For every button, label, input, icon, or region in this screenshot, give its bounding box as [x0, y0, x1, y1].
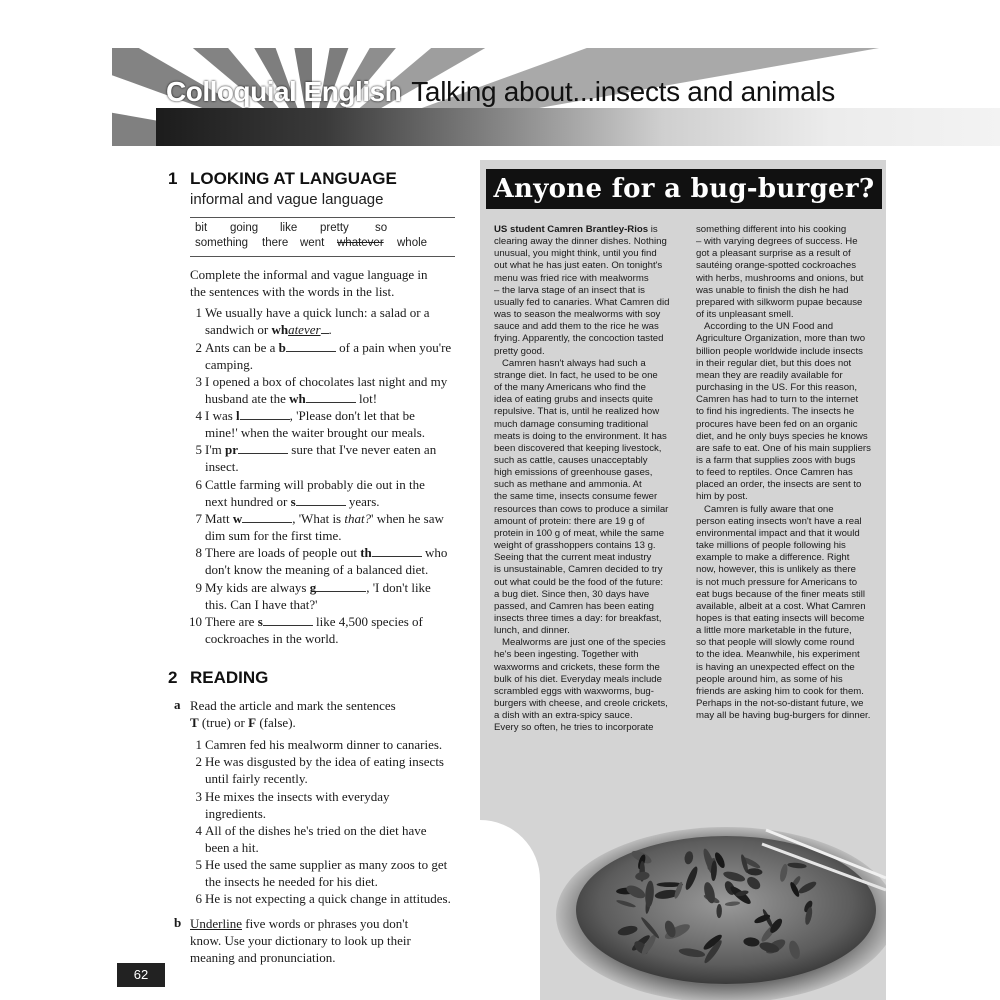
answer-blank[interactable] [240, 408, 290, 420]
section-1-heading [168, 169, 397, 189]
reading-item-3 [195, 788, 390, 822]
insect-plate-photo [536, 800, 886, 1000]
answer-blank[interactable] [316, 580, 366, 592]
article-line: something different into his cooking [696, 224, 847, 235]
item-number: 6 [195, 477, 202, 492]
item-number: 7 [195, 511, 202, 526]
article-line: – the larva stage of an insect that is [494, 284, 645, 296]
item-text: like 4,500 species of [312, 614, 423, 629]
instruction-line: the sentences with the words in the list. [190, 284, 395, 299]
item-text: My kids are always [205, 580, 310, 595]
article-line: Camren is fully aware that one [704, 503, 834, 515]
article-line: amount of protein: there are 19 g of [494, 515, 645, 527]
item-text: , 'What is [292, 511, 345, 526]
item-text: I opened a box of chocolates last night and my [205, 374, 448, 389]
article-line: example to make a difference. Right [696, 552, 850, 564]
article-line: Agriculture Organization, more than two [696, 333, 866, 345]
article-line: to feed to reptiles. Once Camren has [696, 467, 853, 479]
word: went [300, 237, 325, 249]
article-line: got a pleasant surprise as a result of [696, 248, 851, 260]
hint-letters: s [290, 494, 296, 509]
item-text: All of the dishes he's tried on the diet have [205, 823, 427, 838]
article-line: mean they are readily available for [696, 369, 843, 381]
item-text: , 'Please don't let that be [289, 408, 415, 423]
section-1-title: LOOKING AT LANGUAGE [190, 169, 397, 188]
exercise-item-9 [195, 579, 431, 613]
item-text: cockroaches in the world. [205, 631, 339, 646]
exercise-item-10 [189, 613, 423, 647]
article-line: the same time, insects consume fewer [494, 491, 658, 503]
exercise-item-4 [195, 407, 426, 441]
article-line: environmental impact and that it would [696, 527, 860, 539]
instruction-line: meaning and pronunciation. [190, 950, 336, 965]
section-1-number: 1 [168, 169, 178, 188]
article-line: waxworms and crickets, these form the [494, 661, 660, 673]
article-line: repulsive. That is, until he realized how [494, 406, 660, 418]
article-line: is a farm that supplies zoos with bugs [696, 454, 856, 466]
item-text: ' when he saw [371, 511, 444, 526]
item-number: 3 [195, 789, 202, 804]
exercise-item-8 [195, 544, 448, 578]
article-line: resources than cows to produce a similar [494, 503, 669, 515]
article-line: out what could be the food of the future: [494, 576, 664, 588]
article-line: may all be having bug-burgers for dinner. [696, 710, 871, 722]
article-line: protein in 100 g of meat, while the same [494, 527, 665, 539]
exercise-item-2 [195, 339, 452, 373]
item-number: 1 [195, 305, 202, 320]
item-number: 5 [195, 857, 202, 872]
title-sub: Talking about...insects and animals [411, 76, 835, 107]
answer-blank[interactable] [306, 391, 356, 403]
article-line: purchasing in the US. For this reason, [696, 382, 858, 394]
item-text: insect. [205, 459, 239, 474]
article-line: friends are asking him to cook for them. [696, 685, 864, 697]
part-b-instructions [190, 915, 411, 966]
underlined-word: Underline [190, 916, 242, 931]
item-text: , 'I don't like [366, 580, 431, 595]
article-line: is unsustainable, Camren decided to try [494, 564, 663, 576]
article-line: such as cattle, causes unacceptably [494, 454, 648, 466]
answer-blank[interactable] [263, 614, 313, 626]
plate-center [576, 836, 876, 984]
article-line: placed an order, the insects are sent to [696, 479, 862, 491]
item-number: 8 [195, 545, 202, 560]
article-line: diet, and he only buys species he knows [696, 430, 868, 442]
item-text: Ants can be a [205, 340, 279, 355]
item-text: until fairly recently. [205, 771, 308, 786]
article-line: eat bugs because of the finer meats still [696, 588, 866, 600]
article-line: unusual, you might think, until you find [494, 248, 657, 260]
word: so [375, 222, 388, 234]
article-column-2 [696, 224, 882, 722]
article-line: Seeing that the current meat industry [494, 552, 652, 564]
item-text: He mixes the insects with everyday [205, 789, 390, 804]
item-text: husband ate the [205, 391, 290, 406]
article-line: such as methane and ammonia. At [494, 479, 642, 491]
item-text: He was disgusted by the idea of eating insects [205, 754, 444, 769]
hint-letters: wh [289, 391, 306, 406]
item-text: camping. [205, 357, 254, 372]
article-column-1 [494, 224, 684, 735]
item-text: years. [345, 494, 380, 509]
article-line: passed, and Camren has been eating [494, 600, 655, 612]
item-text: He is not expecting a quick change in attitudes. [205, 891, 451, 906]
instruction-text: five words or phrases you don't [241, 916, 409, 931]
article-lead: US student Camren Brantley-Rios [494, 224, 649, 235]
instruction-text: (false). [256, 715, 296, 730]
hint-letters: s [257, 614, 263, 629]
exercise-item-3 [195, 373, 448, 407]
item-number: 2 [195, 340, 202, 355]
word: there [262, 237, 289, 249]
article-line: strange diet. In fact, he used to be one [494, 369, 658, 381]
section-1-subtitle: informal and vague language [190, 191, 384, 208]
item-number: 10 [189, 614, 202, 629]
section-2-heading [168, 668, 268, 688]
article-line: a little more marketable in the future, [696, 625, 852, 637]
instruction-line: Complete the informal and vague language in [190, 267, 428, 282]
item-text: mine!' when the waiter brought our meals. [205, 425, 426, 440]
article-line: idea of eating grubs and insects quite [494, 394, 653, 406]
header-banner [112, 48, 1000, 146]
article-line: prepared with silkworm pupae because [696, 296, 863, 308]
article-line: weight of grasshoppers contains 13 g. [494, 540, 656, 552]
reading-item-6 [195, 890, 451, 907]
item-text: dim sum for the first time. [205, 528, 342, 543]
article-line: According to the UN Food and [704, 321, 834, 333]
article-line: menu was fried rice with mealworms [494, 272, 649, 284]
article-line: Camren hasn't always had such a [502, 357, 646, 369]
example-answer: atever [288, 322, 321, 337]
article-line: person eating insects won't have a real [696, 515, 862, 527]
word-crossed-out: whatever [337, 237, 384, 249]
article-line: – with varying degrees of success. He [696, 236, 858, 248]
word-list [190, 217, 455, 257]
article-line: people around him, as some of his [696, 673, 843, 685]
article-line: clearing away the dinner dishes. Nothing [494, 236, 667, 248]
article-line: him by post. [696, 491, 748, 503]
article-line: is having an unexpected effect on the [696, 661, 855, 673]
item-text: He used the same supplier as many zoos to get [205, 857, 448, 872]
instruction-line: know. Use your dictionary to look up their [190, 933, 411, 948]
article-line: US student Camren Brantley-Rios is [494, 224, 658, 235]
instruction-text: (true) or [198, 715, 249, 730]
article-title: Anyone for a bug-burger? [486, 169, 882, 209]
article-line: is not much pressure for Americans to [696, 576, 858, 588]
article-line: high emissions of greenhouse gases, [494, 467, 653, 479]
item-number: 4 [195, 823, 202, 838]
exercise-item-5 [195, 441, 437, 475]
article-line: to find his ingredients. The insects he [696, 406, 855, 418]
exercise-item-1 [195, 304, 430, 338]
item-text: been a hit. [205, 840, 259, 855]
item-text: Camren fed his mealworm dinner to canaries. [205, 737, 443, 752]
article-line: lunch, and dinner. [494, 625, 570, 637]
article-line: much damage consuming traditional [494, 418, 649, 430]
article-line: frying. Apparently, the concoction tasted [494, 333, 664, 345]
item-number: 3 [195, 374, 202, 389]
article-line: a bug diet. Since then, 30 days have [494, 588, 650, 600]
item-text: Matt [205, 511, 233, 526]
article-line: sauce and add them to the rice he was [494, 321, 659, 333]
hint-letters: th [360, 545, 372, 560]
item-number: 4 [195, 408, 202, 423]
article-line: in their regular diet, but this does not [696, 357, 852, 369]
article-line: hopes is that eating insects will become [696, 613, 865, 624]
item-number: 1 [195, 737, 202, 752]
answer-blank[interactable] [372, 545, 422, 557]
item-text: I'm [205, 442, 226, 457]
item-number: 9 [195, 580, 202, 595]
article-line: he's been ingesting. Together with [494, 649, 639, 661]
answer-blank[interactable] [296, 494, 346, 506]
article-line: to the idea. Meanwhile, his experiment [696, 649, 860, 661]
item-text: who [421, 545, 448, 560]
section-1-instructions [190, 266, 428, 300]
article-line: available, albeit at a cost. What Camren [696, 600, 866, 612]
article-line: a dish with an extra-spicy sauce. [494, 710, 633, 722]
article-line: burgers with cheese, and creole crickets, [494, 698, 668, 710]
word: like [280, 222, 298, 234]
article-line: pretty good. [494, 345, 545, 357]
title-bar [156, 108, 1000, 146]
article-line: was unable to finish the dish he had [696, 284, 849, 296]
item-text: sandwich or [205, 322, 272, 337]
item-number: 2 [195, 754, 202, 769]
item-text-italic: that? [344, 511, 372, 526]
answer-blank[interactable] [242, 511, 292, 523]
item-text: next hundred or [205, 494, 291, 509]
article-line: so that people will slowly come round [696, 637, 855, 649]
hint-letters: wh [271, 322, 289, 337]
item-text: We usually have a quick lunch: a salad or a [205, 305, 430, 320]
article-line: Every so often, he tries to incorporate [494, 722, 654, 734]
item-text: Cattle farming will probably die out in the [205, 477, 425, 492]
part-b-letter: b [174, 915, 182, 930]
article-line: usually fed to canaries. What Camren did [494, 296, 670, 308]
item-text: of a pain when you're [335, 340, 452, 355]
article-line: out what he has just eaten. On tonight's [494, 260, 663, 272]
item-text: don't know the meaning of a balanced diet. [205, 562, 429, 577]
item-text: lot! [355, 391, 378, 406]
word: whole [397, 237, 428, 249]
exercise-item-6 [195, 476, 425, 510]
item-text: There are [205, 614, 258, 629]
section-2-number: 2 [168, 668, 178, 687]
instruction-line: Read the article and mark the sentences [190, 698, 396, 713]
article-line: are safe to eat. One of his main suppliers [696, 442, 871, 454]
page-number: 62 [117, 963, 165, 987]
false-marker: F [248, 715, 257, 730]
item-text: sure that I've never eaten an [288, 442, 437, 457]
part-a-letter: a [174, 697, 181, 712]
article-line: insects three times a day: for breakfast, [494, 613, 662, 624]
article-line: Camren has had to turn to the internet [696, 394, 859, 406]
item-text: the insects he needed for his diet. [205, 874, 378, 889]
article-line: billion people worldwide include insects [696, 345, 863, 357]
article-line: now, however, this is unlikely as there [696, 564, 856, 576]
article-line: Mealworms are just one of the species [502, 637, 666, 649]
item-text: There are loads of people out [205, 545, 361, 560]
title-main: Colloquial English [166, 76, 402, 107]
word: going [230, 222, 259, 234]
article-line: Perhaps in the not-so-distant future, we [696, 698, 864, 710]
hint-letters: pr [225, 442, 239, 457]
article-line: of its unpleasant smell. [696, 309, 794, 321]
article-line: was to season the mealworms with soy [494, 309, 661, 321]
reading-item-2 [195, 753, 444, 787]
article-line: bulk of his diet. Everyday meals include [494, 673, 662, 685]
answer-blank[interactable] [286, 340, 336, 352]
hint-letters: g [309, 580, 317, 595]
hint-letters: b [278, 340, 286, 355]
article-line: with herbs, mushrooms and onions, but [696, 272, 864, 284]
word: something [195, 237, 249, 249]
article-line: procures have been fed on an organic [696, 418, 858, 430]
true-marker: T [190, 715, 199, 730]
article-line: take millions of people following his [696, 540, 846, 552]
hint-letters: w [232, 511, 243, 526]
item-number: 6 [195, 891, 202, 906]
article-line: sautéing orange-spotted cockroaches [696, 260, 856, 272]
part-a-instructions [190, 697, 396, 731]
reading-item-1 [195, 736, 443, 753]
article-line: been discovered that keeping livestock, [494, 442, 662, 454]
exercise-item-7 [195, 510, 444, 544]
article-line: meats is doing to the environment. It has [494, 430, 667, 442]
hint-letters: l [236, 408, 240, 423]
article-line: of the many Americans who find the [494, 382, 646, 394]
item-text: I was [205, 408, 237, 423]
section-2-title: READING [190, 668, 269, 687]
answer-blank[interactable] [238, 442, 288, 454]
article-line: scrambled eggs with waxworms, bug- [494, 685, 654, 697]
word: pretty [320, 222, 349, 234]
item-text: this. Can I have that?' [205, 597, 318, 612]
reading-item-4 [195, 822, 427, 856]
reading-item-5 [195, 856, 448, 890]
page-title [166, 76, 835, 108]
item-text: ingredients. [205, 806, 267, 821]
item-text: . [328, 322, 332, 337]
word: bit [195, 222, 208, 234]
item-number: 5 [195, 442, 202, 457]
